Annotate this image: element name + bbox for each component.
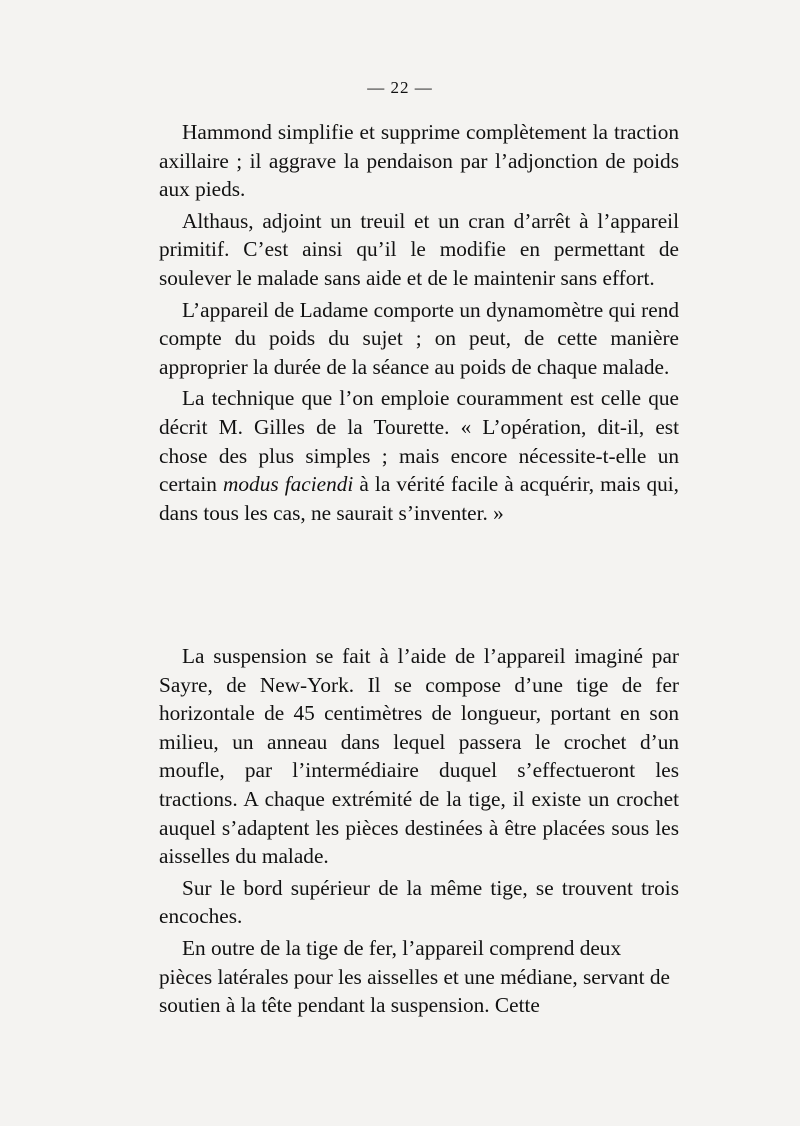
page-number: — 22 — — [367, 78, 433, 97]
paragraph-hammond: Hammond simplifie et supprime complètement la traction axillaire ; il aggrave la pendaison par l’adjonction de poids aux pieds. — [159, 120, 679, 202]
text-section-1 — [159, 118, 679, 530]
modus-faciendi-italic: modus faciendi — [223, 472, 354, 497]
paragraph-suspension: La suspension se fait à l’aide de l’appareil imaginé par Sayre, de New-York. Il se compose d’une tige de fer horizontale de 45 centimètres de longueur, portant en son milieu, un anneau dans lequel passera le crochet d’un moufle, par l’intermédiaire duquel s’effectueront les tractions. A chaque extrémité de la tige, il existe un crochet auquel s’adaptent les pièces destinées à être placées sous les aisselles du malade. — [159, 644, 679, 869]
technique-text-start: La technique que l’on emploie couramment est celle que décrit M. Gilles de la Tourette. « L’opération, dit-il, est chose des plus simples ; mais encore nécessite-t-elle un certain — [159, 386, 679, 497]
text-section-2 — [159, 642, 679, 1023]
paragraph-appareil: En outre de la tige de fer, l’appareil comprend deux pièces latérales pour les aisselles et une médiane, servant de soutien à la tête pendant la suspension. Cette — [159, 935, 670, 1018]
paragraph-encoches: Sur le bord supérieur de la même tige, se trouvent trois encoches. — [159, 875, 679, 929]
technique-text-end: à la vérité facile à acquérir, mais qui, dans tous les cas, ne saurait s’inventer. » — [159, 472, 679, 525]
paragraph-ladame: L’appareil de Ladame comporte un dynamomètre qui rend compte du poids du sujet ; on peut, de cette manière approprier la durée de la séance au poids de chaque malade. — [159, 297, 679, 379]
paragraph-althaus: Althaus, adjoint un treuil et un cran d’arrêt à l’appareil primitif. C’est ainsi qu’il le modifie en permettant de soulever le malade sans aide et de le maintenir sans effort. — [159, 208, 679, 290]
paragraph-technique — [159, 384, 679, 527]
